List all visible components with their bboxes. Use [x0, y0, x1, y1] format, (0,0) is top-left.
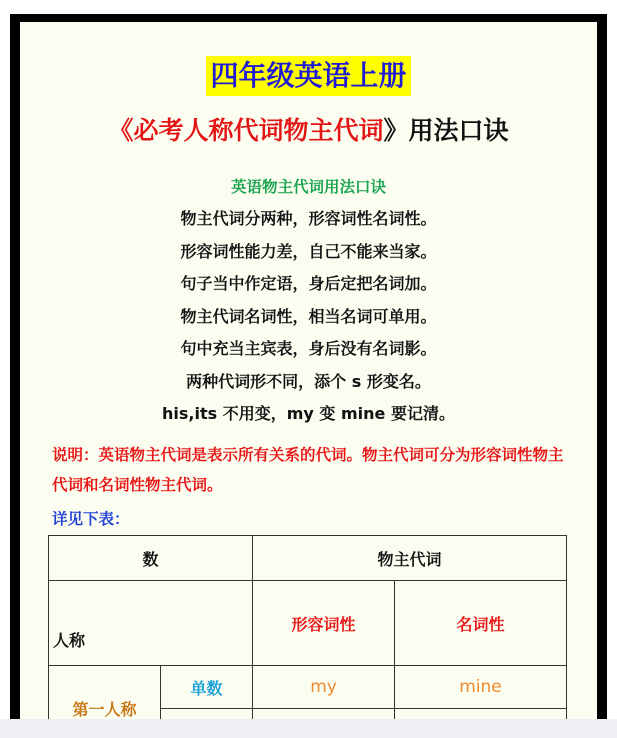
poem-line: 物主代词分两种，形容词性名词性。 [180, 209, 437, 228]
table-row [49, 666, 567, 709]
document-page [20, 22, 597, 738]
see-table-label: 详见下表： [52, 510, 130, 528]
poem-line: 句子当中作定语，身后定把名词加。 [180, 274, 437, 293]
adjective-header: 形容词性 [253, 581, 395, 666]
first-person-label: 第一人称 [49, 666, 161, 738]
main-title [20, 114, 597, 148]
poem-line: 句中充当主宾表，身后没有名词影。 [180, 339, 437, 358]
title-suffix: 用法口诀 [408, 116, 509, 145]
title-highlight: 必考人称代词物主代词 [133, 116, 384, 145]
explanation-note: 说明：英语物主代词是表示所有关系的代词。物主代词可分为形容词性物主代词和名词性物主代词。 [52, 446, 564, 494]
corner-person-label: 人称 [49, 581, 253, 666]
pronoun-table [48, 535, 567, 738]
poem-line: his,its 不用变，my 变 mine 要记清。 [162, 404, 455, 423]
bottom-overlay-bar [0, 719, 617, 738]
poem [20, 203, 597, 431]
corner-number-label: 数 [49, 536, 253, 581]
noun-cell: mine [395, 666, 567, 709]
possessive-header: 物主代词 [253, 536, 567, 581]
number-cell: 单数 [161, 666, 253, 709]
grade-title: 四年级英语上册 [206, 56, 410, 96]
adjective-cell: my [253, 666, 395, 709]
table-subheader-row [49, 581, 567, 666]
table-header-row [49, 536, 567, 581]
title-close-bracket: 》 [383, 116, 409, 145]
title-open-bracket: 《 [108, 116, 134, 145]
poem-title: 英语物主代词用法口诀 [230, 178, 386, 196]
poem-line: 形容词性能力差，自己不能来当家。 [180, 241, 437, 261]
poem-line: 物主代词名词性，相当名词可单用。 [180, 306, 437, 326]
noun-header: 名词性 [395, 581, 567, 666]
poem-line: 两种代词形不同，添个 s 形变名。 [186, 371, 431, 391]
title-block [20, 56, 597, 96]
